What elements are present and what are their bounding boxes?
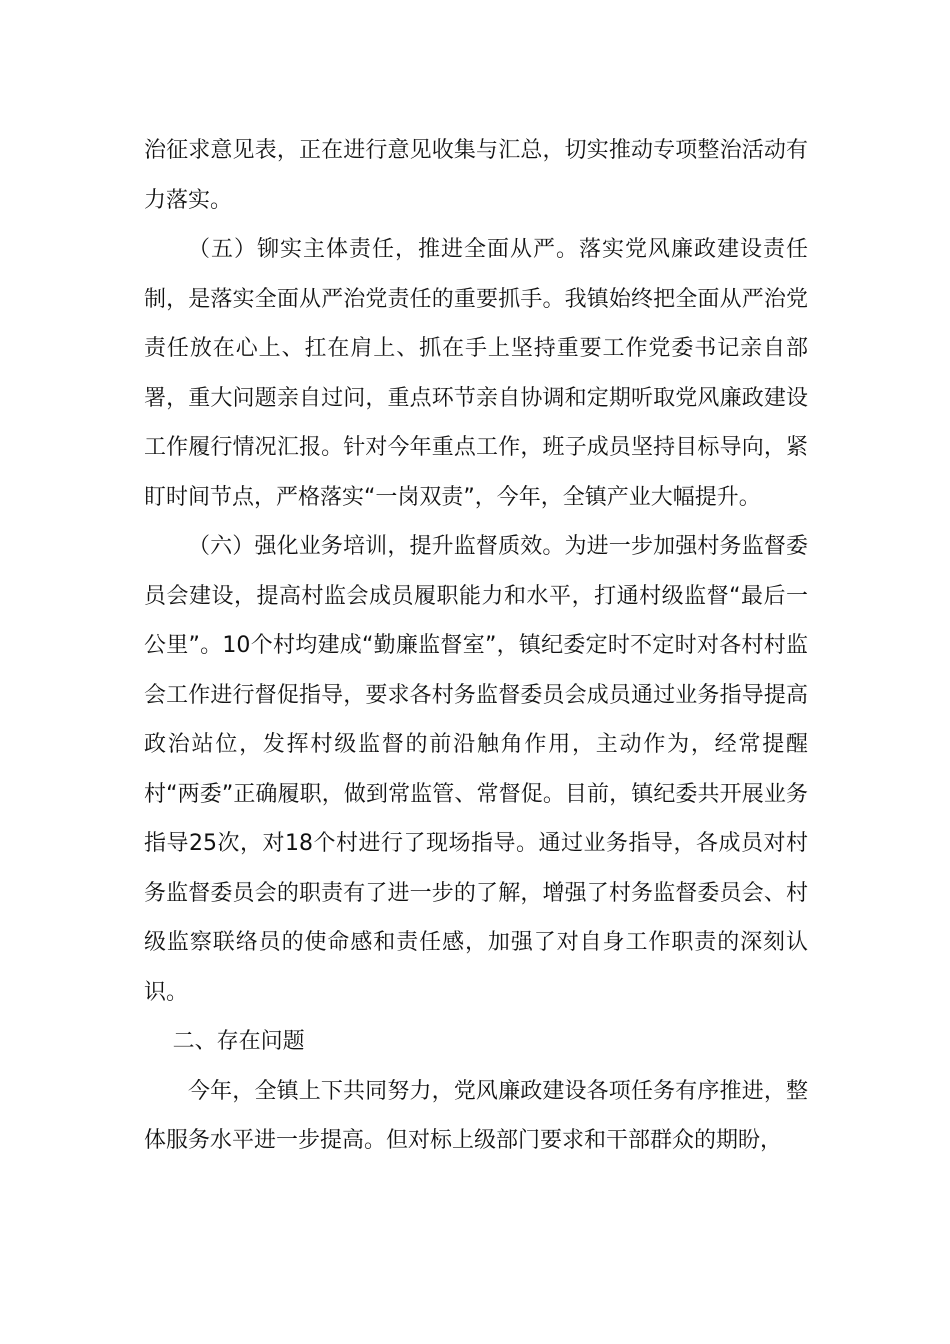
section-heading-problems: 二、存在问题 [172, 1029, 305, 1054]
paragraph-continuation: 治征求意见表，正在进行意见收集与汇总，切实推动专项整治活动有力落实。 [144, 138, 808, 213]
paragraph-section-five: （五）铆实主体责任，推进全面从严。落实党风廉政建设责任制，是落实全面从严治党责任的重要抓手。我镇始终把全面从严治党责任放在心上、扛在肩上、抓在手上坚持重要工作党委书记亲自部署，重大问题亲自过问，重点环节亲自协调和定期听取党风廉政建设工作履行情况汇报。针对今年重点工作，班子成员坚持目标导向，紧盯时间节点，严格落实“一岗双责”，今年，全镇产业大幅提升。 [144, 237, 808, 510]
document-body [144, 126, 808, 1166]
paragraph-section-six: （六）强化业务培训，提升监督质效。为进一步加强村务监督委员会建设，提高村监会成员履职能力和水平，打通村级监督“最后一公里”。10个村均建成“勤廉监督室”，镇纪委定时不定时对各村村监会工作进行督促指导，要求各村务监督委员会成员通过业务指导提高政治站位，发挥村级监督的前沿触角作用，主动作为，经常提醒村“两委”正确履职，做到常监管、常督促。目前，镇纪委共开展业务指导25次，对18个村进行了现场指导。通过业务指导，各成员对村务监督委员会的职责有了进一步的了解，增强了村务监督委员会、村级监察联络员的使命感和责任感，加强了对自身工作职责的深刻认识。 [144, 534, 808, 1005]
paragraph-problems-intro: 今年，全镇上下共同努力，党风廉政建设各项任务有序推进，整体服务水平进一步提高。但对标上级部门要求和干部群众的期盼， [144, 1078, 808, 1153]
